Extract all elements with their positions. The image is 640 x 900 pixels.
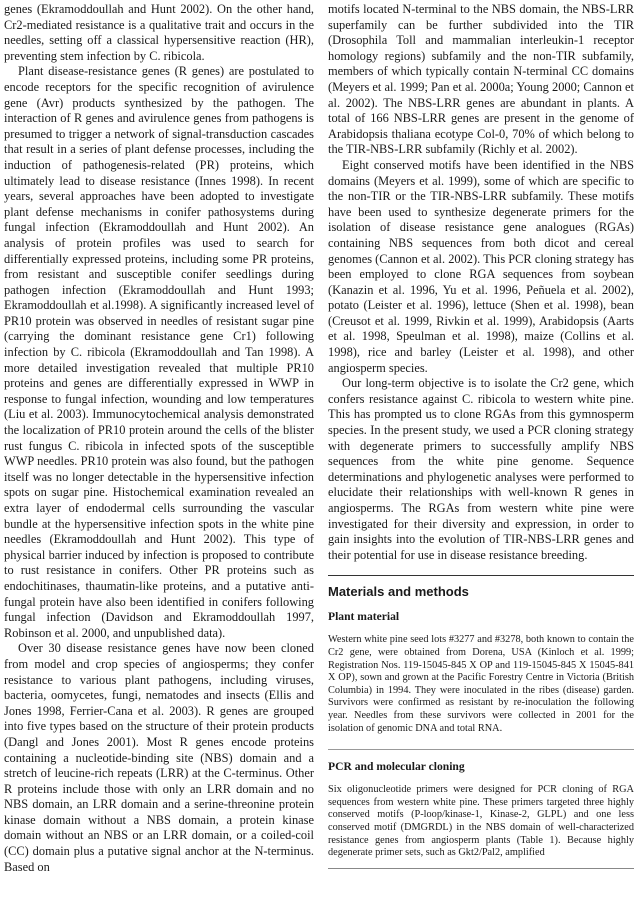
- right-column: [328, 2, 634, 869]
- plant-material-text: Western white pine seed lots #3277 and #3278, both known to contain the Cr2 gene, were obtained from Dorena, USA (Kinloch et al. 1999; Registration Nos. 119-15045-845 X OP and 119-15045-845 X 15045-841 X OP), sown and grown at the Pacific Forestry Centre in Victoria (British Columbia) in 1994. They were inoculated in the ribes (disease) garden. Survivors were confirmed as resistant by re-inoculation the following year. Needles from these survivors were collected in 2001 for the isolation of genomic DNA and total RNA.: [328, 634, 634, 734]
- section-heading: Materials and methods: [328, 584, 469, 600]
- subsection-heading: Plant material: [328, 610, 400, 624]
- section-divider: [328, 749, 634, 750]
- materials-and-methods-section: [328, 575, 634, 868]
- body-paragraph: motifs located N-terminal to the NBS domain, the NBS-LRR superfamily can be further subdivided into the TIR (Drosophila Toll and mammalian interleukin-1 receptor homology regions) subfamily and the non-TIR subfamily, members of which typically contain N-terminal CC domains (Meyers et al. 1999; Pan et al. 2000a; Young 2000; Cannon et al. 2002). The NBS-LRR genes are abundant in plants. A total of 166 NBS-LRR genes are present in the genome of Arabidopsis thaliana ecotype Col-0, 70% of which belong to the TIR-NBS-LRR subfamily (Richly et al. 2002).: [328, 2, 634, 157]
- left-column: [4, 2, 314, 875]
- body-paragraph: Plant disease-resistance genes (R genes) are postulated to encode receptors for the specific recognition of avirulence gene (Avr) products synthesized by the pathogen. The interaction of R genes and avirulence genes from pathogens is presumed to trigger a network of signal-transduction cascades that result in a series of plant defense processes, including the induction of pathogenesis-related (PR) proteins, which ultimately lead to disease resistance (Innes 1998). In recent years, several approaches have been adopted to investigate plant defense mechanisms in conifer pathosystems during fungal infection (Ekramoddoullah and Hunt 2002). An analysis of protein profiles was used to search for differentially expressed proteins, including some PR proteins, from resistant and susceptible conifer seedlings during pathogen infection (Ekramoddoullah and Hunt 1993; Ekramoddoullah et al.1998). A significantly increased level of PR10 protein was observed in needles of resistant sugar pine (carrying the dominant resistance gene Cr1) following infection by C. ribicola (Ekramoddoullah and Tan 1998). A more detailed investigation revealed that multiple PR10 proteins and genes are differentially expressed in WWP in response to fungal infection, wounding and low temperatures (Liu et al. 2003). Immunocytochemical analysis demonstrated the localization of PR10 protein around the cells of the blister rust fungus C. ribicola in infected spots of the susceptible WWP needles. PR10 protein was also found, but the pathogen itself was no longer detectable in the hypersensitive infection spots on sugar pine. Histochemical examination revealed an extra layer of endodermal cells surrounding the vascular bundle at the hypersensitive infection spots in the white pine needles (Ekramoddoullah and Hunt 2002). This type of physical barrier induced by infection is proposed to contribute to rust resistance in conifers. Other PR proteins such as endochitinases, thaumatin-like proteins, and a putative anti-fungal protein have also been identified in conifers following fungal infection (Davidson and Ekramoddoullah 1997, Robinson et al. 2000, and unpublished data).: [4, 64, 314, 640]
- pcr-cloning-text: Six oligonucleotide primers were designed for PCR cloning of RGA sequences from western white pine. These primers targeted three highly conserved motifs (P-loop/kinase-1, Kinase-2, GLPL) and one less conserved motif (DMGRDL) in the NBS domain of well-characterized resistance genes from angiosperm plants (Table 1). Because highly degenerate primer sets, such as Gkt2/Pal2, amplified: [328, 784, 634, 859]
- body-paragraph: Eight conserved motifs have been identified in the NBS domains (Meyers et al. 1999), some of which are specific to the non-TIR or the TIR-NBS-LRR subfamily. These motifs have been used to synthesize degenerate primers for the isolation of disease resistance gene analogues (RGAs) containing NBS sequences from both dicot and cereal genomes (Cannon et al. 2002). This PCR cloning strategy has been employed to clone RGA sequences from soybean (Kanazin et al. 1996, Yu et al. 1996, Peñuela et al. 2002), potato (Leister et al. 1996), lettuce (Shen et al. 1998), bean (Creusot et al. 1999, Rivkin et al. 1999), Arabidopsis (Aarts et al. 1998, Speulman et al. 1998), maize (Collins et al. 1998), rice and barley (Leister et al. 1998), and other angiosperm species.: [328, 157, 634, 375]
- body-paragraph: Our long-term objective is to isolate the Cr2 gene, which confers resistance against C. ribicola to western white pine. This has prompted us to clone RGAs from this gymnosperm species. In the present study, we used a PCR cloning strategy with degenerate primers to successfully amplify NBS sequences from the white pine genome. Sequence determinations and phylogenetic analyses were performed to elucidate their relationships with well-known R genes in angiosperms. The RGAs from western white pine were investigated for their diversity and expression, in order to gain insights into the evolution of TIR-NBS-LRR genes and their potential for use in disease resistance breeding.: [328, 376, 634, 562]
- subsection-heading: PCR and molecular cloning: [328, 760, 465, 774]
- body-paragraph: Over 30 disease resistance genes have now been cloned from model and crop species of angiosperms; they confer resistance to various plant pathogens, including viruses, bacteria, oomycetes, fungi, nematodes and insects (Ellis and Jones 1998, Ferrier-Cana et al. 2003). R genes are grouped into five types based on the structure of their protein products (Dangl and Jones 2001). Most R genes encode proteins containing a nucleotide-binding site (NBS) domain and a stretch of leucine-rich repeats (LRR) at the C-terminus. Other R proteins include those with only an LRR domain and no NBS domain, an LRR domain and a serine-threonine protein kinase domain without a NBS domain, a protein kinase domain without an NBS or an LRR domain, or a coiled-coil (CC) domain plus a putative signal anchor at the N-terminus. Based on: [4, 641, 314, 874]
- body-paragraph: genes (Ekramoddoullah and Hunt 2002). On the other hand, Cr2-mediated resistance is a qualitative trait and occurs in the needles, setting off a classical hypersensitive reaction (HR), preventing stem infection by C. ribicola.: [4, 2, 314, 63]
